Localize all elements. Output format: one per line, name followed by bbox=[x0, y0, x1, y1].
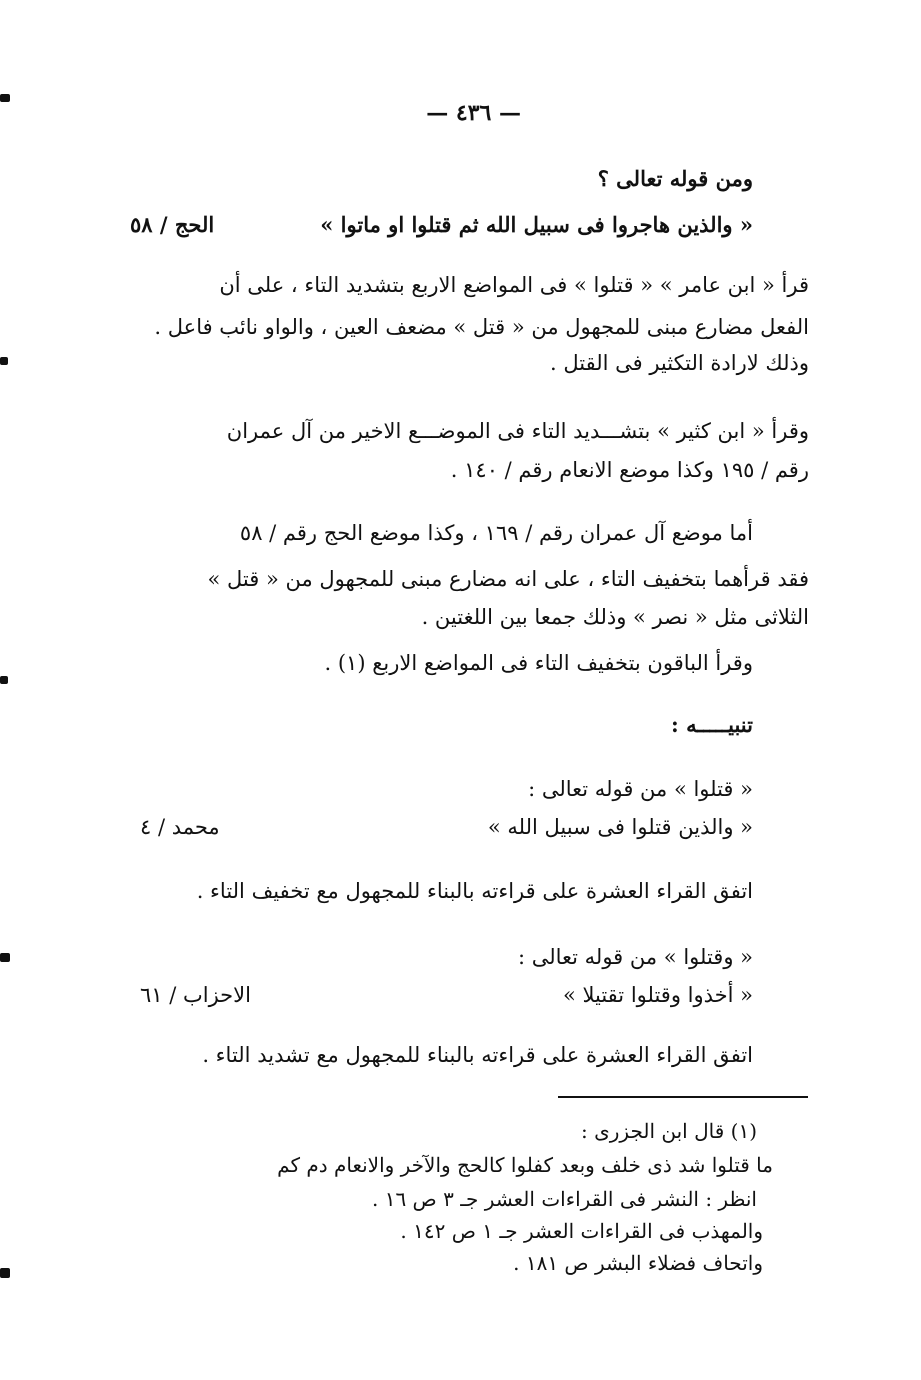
note-line: اتفق القراء العشرة على قراءته بالبناء للمجهول مع تخفيف التاء . bbox=[196, 879, 753, 903]
paragraph-line: وقرأ « ابن كثير » بتشـــديد التاء فى الموضـــع الاخير من آل عمران bbox=[226, 419, 809, 443]
paragraph-line: رقم / ١٩٥ وكذا موضع الانعام رقم / ١٤٠ . bbox=[450, 458, 809, 482]
footnote-line: (١) قال ابن الجزرى : bbox=[581, 1119, 757, 1143]
note-line: « قتلوا » من قوله تعالى : bbox=[528, 777, 753, 801]
note-line: « وقتلوا » من قوله تعالى : bbox=[517, 945, 753, 969]
verse-reference: الاحزاب / ٦١ bbox=[140, 983, 251, 1007]
note-line: اتفق القراء العشرة على قراءته بالبناء للمجهول مع تشديد التاء . bbox=[202, 1043, 753, 1067]
paragraph-line: وقرأ الباقون بتخفيف التاء فى المواضع الاربع (١) . bbox=[324, 651, 753, 675]
note-heading: تنبيـــــه : bbox=[671, 712, 753, 737]
verse-reference: الحج / ٥٨ bbox=[130, 212, 215, 237]
binding-mark bbox=[0, 357, 8, 365]
note-verse: « والذين قتلوا فى سبيل الله » bbox=[487, 815, 753, 839]
paragraph-line: قرأ « ابن عامر » « قتلوا » فى المواضع الاربع بتشديد التاء ، على أن bbox=[219, 273, 809, 297]
paragraph-line: الفعل مضارع مبنى للمجهول من « قتل » مضعف العين ، والواو نائب فاعل . bbox=[154, 315, 809, 339]
footnote-line: انظر : النشر فى القراءات العشر جـ ٣ ص ١٦ . bbox=[371, 1187, 757, 1211]
footnote-line: واتحاف فضلاء البشر ص ١٨١ . bbox=[513, 1251, 763, 1275]
binding-mark bbox=[0, 94, 10, 102]
footnote-line: والمهذب فى القراءات العشر جـ ١ ص ١٤٢ . bbox=[400, 1219, 763, 1243]
paragraph-line: الثلاثى مثل « نصر » وذلك جمعا بين اللغتين . bbox=[421, 605, 809, 629]
paragraph-line: أما موضع آل عمران رقم / ١٦٩ ، وكذا موضع الحج رقم / ٥٨ bbox=[239, 521, 753, 545]
paragraph-line: فقد قرأهما بتخفيف التاء ، على انه مضارع مبنى للمجهول من « قتل » bbox=[207, 567, 809, 591]
paragraph-line: وذلك لارادة التكثير فى القتل . bbox=[549, 351, 809, 375]
note-verse: « أخذوا وقتلوا تقتيلا » bbox=[562, 983, 753, 1007]
verse-reference: محمد / ٤ bbox=[140, 815, 220, 839]
footnote-separator bbox=[558, 1096, 808, 1098]
binding-mark bbox=[0, 676, 8, 684]
intro-line: ومن قوله تعالى ؟ bbox=[597, 166, 753, 191]
verse-line: « والذين هاجروا فى سبيل الله ثم قتلوا او ماتوا » bbox=[320, 212, 753, 237]
binding-mark bbox=[0, 1268, 10, 1278]
binding-mark bbox=[0, 953, 10, 962]
page-number: — ٤٣٦ — bbox=[426, 100, 521, 126]
footnote-line: ما قتلوا شد ذى خلف وبعد كفلوا كالحج والآخر والانعام دم كم bbox=[277, 1153, 773, 1177]
